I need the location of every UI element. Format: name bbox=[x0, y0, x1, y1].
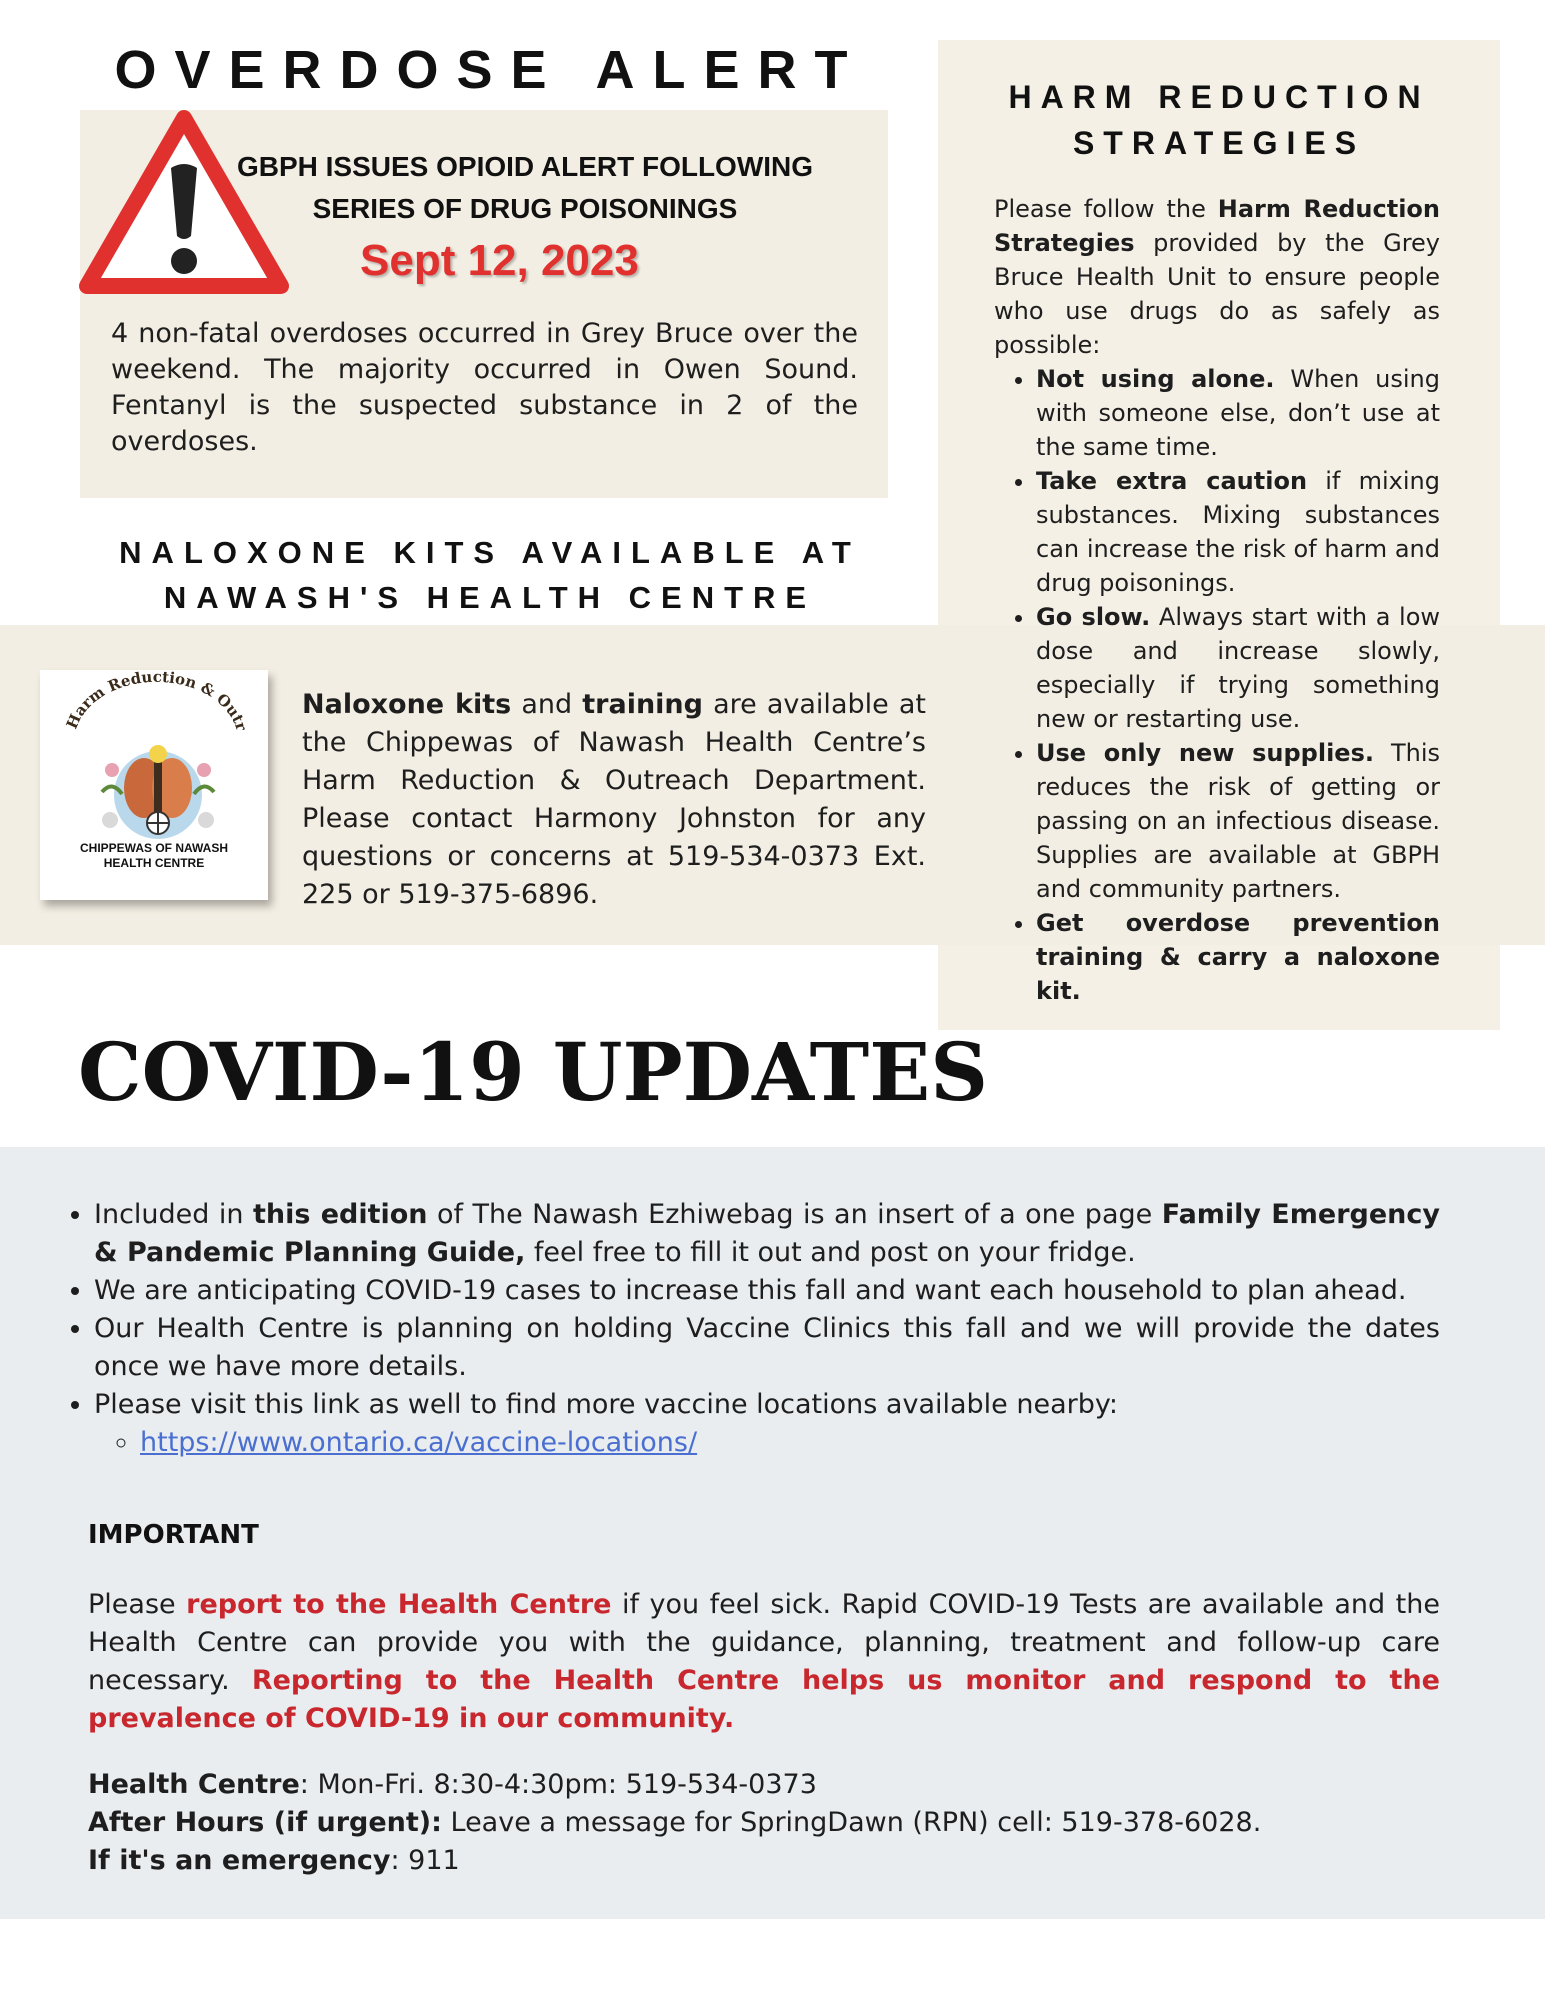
harm-item-text: When using with someone else, don’t use at the same time. bbox=[1036, 365, 1440, 461]
harm-item-text: Always start with a low dose and increase slowly, especially if trying something new or restarting use. bbox=[1036, 603, 1441, 733]
harm-item-new-supplies bbox=[1036, 736, 1440, 906]
covid-bullets bbox=[94, 1196, 1440, 1462]
svg-text:Harm Reduction & Outreach bbox=[40, 670, 251, 734]
report-mid: if you feel sick. Rapid COVID-19 Tests are available and the Health Centre can provide you with the guidance, planning, treatment and follow-up care necessary. bbox=[88, 1589, 1440, 1696]
naloxone-heading bbox=[80, 530, 900, 620]
harm-item-bold: Get overdose prevention training & carry a naloxone kit. bbox=[1036, 909, 1440, 1005]
covid-b1-post: feel free to fill it out and post on your fridge. bbox=[525, 1237, 1136, 1268]
contact-block bbox=[88, 1766, 1440, 1880]
overdose-body: 4 non-fatal overdoses occurred in Grey Bruce over the weekend. The majority occurred in Owen Sound. Fentanyl is the suspected substance in 2 of the overdoses. bbox=[111, 318, 858, 457]
overdose-title: OVERDOSE ALERT bbox=[114, 40, 866, 100]
alert-headline-line1: GBPH ISSUES OPIOID ALERT FOLLOWING bbox=[236, 151, 814, 182]
report-pre: Please bbox=[88, 1589, 187, 1620]
contact-value: : Mon-Fri. 8:30-4:30pm: 519-534-0373 bbox=[299, 1769, 817, 1800]
harm-item-go-slow bbox=[1036, 600, 1440, 736]
contact-label: If it's an emergency bbox=[88, 1845, 391, 1876]
contact-after-hours bbox=[88, 1804, 1440, 1842]
covid-b1-mid: of The Nawash Ezhiwebag is an insert of a one page bbox=[427, 1199, 1162, 1230]
contact-label: After Hours (if urgent): bbox=[88, 1807, 442, 1838]
contact-health-centre bbox=[88, 1766, 1440, 1804]
alert-headline-line2: SERIES OF DRUG POISONINGS bbox=[312, 193, 738, 224]
logo-arc-text: Harm Reduction & Outr bbox=[62, 670, 251, 733]
harm-item-naloxone-training bbox=[1036, 906, 1440, 1008]
naloxone-kits-label: Naloxone kits bbox=[302, 689, 512, 720]
naloxone-heading-line2: NAWASH'S HEALTH CENTRE bbox=[163, 580, 817, 615]
report-red-1: report to the Health Centre bbox=[186, 1589, 612, 1620]
covid-bullet-visit-link bbox=[94, 1386, 1440, 1462]
covid-b1-bold1: this edition bbox=[252, 1199, 428, 1230]
harm-item-text: if mixing substances. Mixing substances can increase the risk of harm and drug poisonings. bbox=[1036, 467, 1440, 597]
alert-date: Sept 12, 2023 bbox=[360, 236, 639, 285]
harm-list bbox=[1036, 362, 1440, 1008]
vaccine-locations-link[interactable]: https://www.ontario.ca/vaccine-locations/ bbox=[140, 1427, 698, 1458]
covid-bullet-anticipating: • We are anticipating COVID-19 cases to increase this fall and want each household to plan ahead. bbox=[94, 1272, 1440, 1310]
harm-intro-bold: Harm Reduction Strategies bbox=[994, 195, 1440, 257]
naloxone-body bbox=[302, 686, 926, 914]
harm-item-bold: Take extra caution bbox=[1036, 467, 1308, 495]
covid-title: COVID-19 UPDATES bbox=[78, 1025, 988, 1119]
covid-report-paragraph bbox=[88, 1586, 1440, 1738]
covid-b1-pre: Included in bbox=[94, 1199, 253, 1230]
contact-label: Health Centre bbox=[88, 1769, 300, 1800]
harm-item-bold: Use only new supplies. bbox=[1036, 739, 1374, 767]
naloxone-body-rest: are available at the Chippewas of Nawash Health Centre’s Harm Reduction & Outreach Department. Please contact Harmony Johnston for any questions or concerns at 519-534-0373 Ext. 225 or 519-375-6896. bbox=[302, 689, 926, 910]
naloxone-and: and bbox=[511, 689, 583, 720]
harm-title-line2: STRATEGIES bbox=[1072, 125, 1366, 161]
covid-bullet-insert bbox=[94, 1196, 1440, 1272]
nawash-logo bbox=[40, 670, 268, 900]
harm-item-bold: Go slow. bbox=[1036, 603, 1151, 631]
harm-item-extra-caution bbox=[1036, 464, 1440, 600]
naloxone-heading-line1: NALOXONE KITS AVAILABLE AT bbox=[119, 535, 861, 570]
harm-intro bbox=[994, 192, 1440, 362]
naloxone-training-label: training bbox=[582, 689, 703, 720]
harm-intro-pre: Please follow the bbox=[994, 195, 1218, 223]
harm-item-bold: Not using alone. bbox=[1036, 365, 1275, 393]
covid-bullet-vaccine-clinics: • Our Health Centre is planning on holding Vaccine Clinics this fall and we will provide the dates once we have more details. bbox=[94, 1310, 1440, 1386]
report-red-2: Reporting to the Health Centre helps us monitor and respond to the prevalence of COVID-19 in our community. bbox=[88, 1665, 1440, 1734]
contact-value: : 911 bbox=[390, 1845, 460, 1876]
harm-title-line1: HARM REDUCTION bbox=[1008, 79, 1430, 115]
important-label: IMPORTANT bbox=[88, 1520, 259, 1550]
covid-link-item bbox=[140, 1424, 1440, 1462]
harm-item-not-alone bbox=[1036, 362, 1440, 464]
covid-b1-bold2: Family Emergency & Pandemic Planning Guide, bbox=[94, 1199, 1440, 1268]
harm-intro-post: provided by the Grey Bruce Health Unit to ensure people who use drugs do as safely as possible: bbox=[994, 229, 1440, 359]
contact-value: Leave a message for SpringDawn (RPN) cell: 519-378-6028. bbox=[441, 1807, 1262, 1838]
covid-b4-text: Please visit this link as well to find more vaccine locations available nearby: bbox=[94, 1389, 1118, 1420]
logo-caption-line1: CHIPPEWAS OF NAWASH bbox=[79, 841, 229, 855]
contact-emergency bbox=[88, 1842, 1440, 1880]
alert-headline bbox=[215, 146, 835, 230]
nawash-logo-card bbox=[40, 670, 268, 900]
harm-item-text: This reduces the risk of getting or passing on an infectious disease. Supplies are available at GBPH and community partners. bbox=[1036, 739, 1440, 903]
harm-title bbox=[938, 74, 1500, 166]
logo-caption-line2: HEALTH CENTRE bbox=[103, 856, 205, 870]
